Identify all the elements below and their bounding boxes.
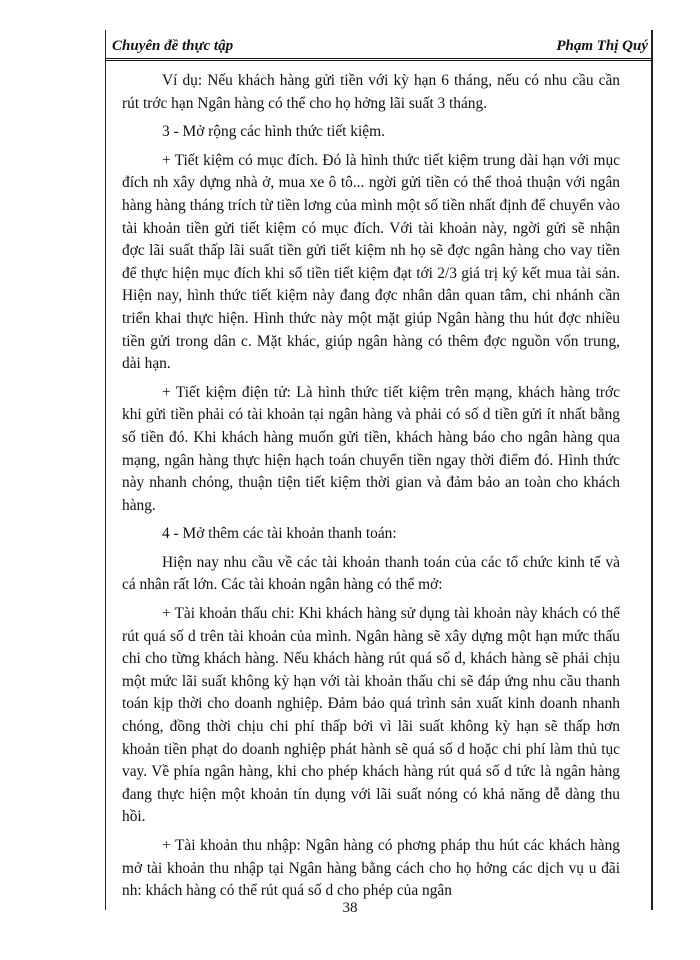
- header-title: Chuyên đề thực tập: [112, 38, 234, 54]
- paragraph: + Tiết kiệm điện tử: Là hình thức tiết kiệm trên mạng, khách hàng trớc khi gửi tiền phải có tài khoản tại ngân hàng và phải có số d tiền gửi ít nhất bằng số tiền đó. Khi khách hàng muốn gửi tiền, khách hàng báo cho ngân hàng qua mạng, ngân hàng thực hiện hạch toán chuyển tiền ngay thời điểm đó. Hình thức này nhanh chóng, thuận tiện tiết kiệm thời gian và đảm bảo an toàn cho khách hàng.: [122, 383, 620, 514]
- document-body: [122, 70, 620, 909]
- paragraph: + Tiết kiệm có mục đích. Đó là hình thức tiết kiệm trung dài hạn với mục đích nh xây dựng nhà ở, mua xe ô tô... ngời gửi tiền có thể thoả thuận với ngân hàng hàng tháng trích từ tiền lơng của mình một số tiền nhất định để chuyển vào tài khoản tiền gửi tiết kiệm có mục đích. Với tài khoản này, ngời gửi sẽ nhận đợc lãi suất thấp lãi suất tiền gửi tiết kiệm nh họ sẽ đợc ngân hàng cho vay tiền để thực hiện mục đích khi số tiền tiết kiệm đạt tới 2/3 giá trị ký kết mua tài sản. Hiện nay, hình thức tiết kiệm này đang đợc nhân dân quan tâm, chi nhánh cần triển khai thực hiện. Hình thức này một mặt giúp Ngân hàng thu hút đợc nhiều tiền gửi trong dân c. Mặt khác, giúp ngân hàng có thêm đợc nguồn vốn trung, dài hạn.: [122, 151, 620, 373]
- paragraph: Hiện nay nhu cầu về các tài khoản thanh toán của các tổ chức kinh tế và cá nhân rất lớn. Các tài khoản ngân hàng có thể mở:: [122, 553, 620, 594]
- page-number: 38: [342, 900, 358, 916]
- header-author: Phạm Thị Quý: [556, 38, 648, 54]
- section-heading: 4 - Mở thêm các tài khoản thanh toán:: [162, 525, 397, 543]
- paragraph: + Tài khoản thấu chi: Khi khách hàng sử dụng tài khoản này khách có thể rút quá số d trên tài khoản của mình. Ngân hàng sẽ xây dựng một hạn mức thấu chi cho từng khách hàng. Nếu khách hàng rút quá số d, khách hàng sẽ phải chịu một mức lãi suất không kỳ hạn với tài khoản thấu chi sẽ đáp ứng nhu cầu thanh toán kịp thời cho doanh nghiệp. Đảm bảo quá trình sản xuất kinh doanh nhanh chóng, đồng thời chịu chi phí thấp bởi vì lãi suất không kỳ hạn sẽ thấp hơn khoản tiền phạt do doanh nghiệp phát hành sẽ quá số d hoặc chi phí làm thủ tục vay. Về phía ngân hàng, khi cho phép khách hàng rút quá số d tức là ngân hàng đang thực hiện một khoản tín dụng với lãi suất nóng có khả năng dễ dàng thu hồi.: [122, 605, 620, 826]
- page-header: [110, 36, 650, 60]
- paragraph: Ví dụ: Nếu khách hàng gửi tiền với kỳ hạn 6 tháng, nếu có nhu cầu cần rút trớc hạn Ngân hàng có thể cho họ hởng lãi suất 3 tháng.: [122, 72, 620, 112]
- paragraph: + Tài khoản thu nhập: Ngân hàng có phơng pháp thu hút các khách hàng mở tài khoản thu nhập tại Ngân hàng bằng cách cho họ hởng các dịch vụ u đãi nh: khách hàng có thể rút quá số d cho phép của ngân: [122, 837, 620, 900]
- section-heading: 3 - Mở rộng các hình thức tiết kiệm.: [162, 123, 385, 141]
- header-rule: [105, 58, 653, 61]
